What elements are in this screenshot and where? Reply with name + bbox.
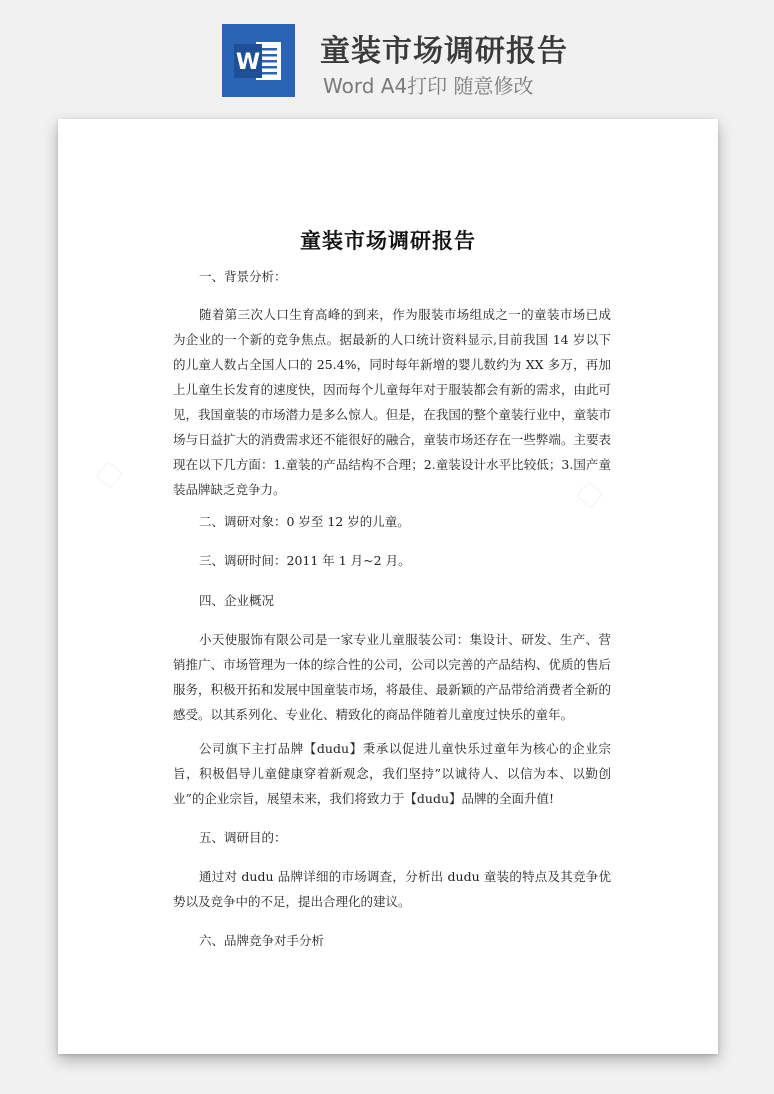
word-icon (222, 24, 295, 97)
section-heading: 二、调研对象：0 岁至 12 岁的儿童。 (199, 514, 410, 529)
word-icon-letter: W (235, 50, 261, 75)
header-banner (0, 0, 774, 110)
header-title: 童装市场调研报告 (320, 34, 568, 69)
body-paragraph: 通过对 dudu 品牌详细的市场调查，分析出 dudu 童装的特点及其竞争优势以及竞争中的不足，提出合理化的建议。 (173, 869, 611, 909)
section-heading: 五、调研目的： (199, 830, 287, 845)
document-page (58, 119, 718, 1054)
section-heading: 三、调研时间：2011 年 1 月~2 月。 (199, 553, 411, 568)
section-heading: 六、品牌竞争对手分析 (199, 933, 325, 948)
body-paragraph: 小天使服饰有限公司是一家专业儿童服装公司：集设计、研发、生产、营销推广、市场管理为一体的综合性的公司，公司以完善的产品结构、优质的售后服务，积极开拓和发展中国童装市场，将最佳、最新颖的产品带给消费者全新的感受。以其系列化、专业化、精致化的商品伴随着儿童度过快乐的童年。 (173, 632, 611, 722)
section-heading: 四、企业概况 (199, 593, 275, 608)
watermark (91, 455, 129, 494)
document-title: 童装市场调研报告 (300, 228, 476, 253)
body-paragraph: 公司旗下主打品牌【dudu】秉承以促进儿童快乐过童年为核心的企业宗旨，积极倡导儿童健康穿着新观念，我们坚持”以诚待人、以信为本、以勤创业”的企业宗旨，展望未来，我们将致力于【dudu】品牌的全面升值! (173, 741, 611, 806)
body-paragraph: 随着第三次人口生育高峰的到来，作为服装市场组成之一的童装市场已成为企业的一个新的竞争焦点。据最新的人口统计资料显示,目前我国 14 岁以下的儿童人数占全国人口的 25.4%，同时每年新增的婴儿数约为 XX 多万，再加上儿童生长发育的速度快，因而每个儿童每年对于服装都会有新的需求，由此可见，我国童装的市场潜力是多么惊人。但是，在我国的整个童装行业中，童装市场与日益扩大的消费需求还不能很好的融合，童装市场还存在一些弊端。主要表现在以下几方面：1.童装的产品结构不合理；2.童装设计水平比较低；3.国产童装品牌缺乏竞争力。 (173, 307, 611, 497)
section-heading: 一、背景分析： (199, 269, 287, 284)
header-subtitle: Word A4打印 随意修改 (323, 74, 534, 98)
